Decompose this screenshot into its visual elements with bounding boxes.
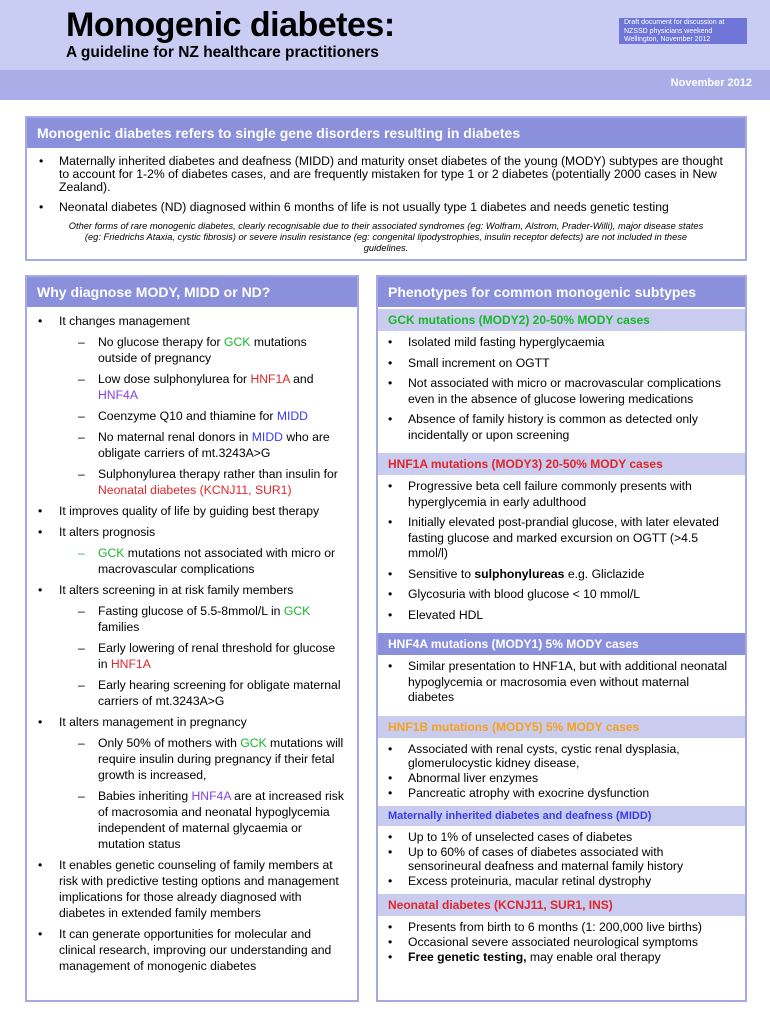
list-item: • Free genetic testing, may enable oral therapy xyxy=(386,950,735,964)
list-item: • Small increment on OGTT xyxy=(386,356,735,372)
exclusion-note: Other forms of rare monogenic diabetes, clearly recognisable due to their associated syndromes (eg: Wolfram, Alstrom, Prader-Willi), major disease states (eg: Friedrichs Ataxia, cystic fibrosis) or severe insulin resistance (eg: congenital lipodystrophies, insulin receptor defects) are not included in these guidelines. xyxy=(68,221,704,253)
intro-list xyxy=(27,148,745,214)
list-item: • Up to 1% of unselected cases of diabetes xyxy=(386,830,735,844)
draft-note-line: NZSSD physicians weekend xyxy=(624,27,713,35)
phenotypes-heading: Phenotypes for common monogenic subtypes xyxy=(378,277,745,307)
list-item: • It alters screening in at risk family members xyxy=(35,582,347,598)
intro-panel xyxy=(25,116,747,261)
gck-list xyxy=(378,331,745,451)
list-item: • Pancreatic atrophy with exocrine dysfunction xyxy=(386,786,735,800)
list-item: • It can generate opportunities for molecular and clinical research, improving our understanding and management of monogenic diabetes xyxy=(35,926,347,974)
list-subitem: – Coenzyme Q10 and thiamine for MIDD xyxy=(35,408,347,424)
list-item: • Occasional severe associated neurological symptoms xyxy=(386,935,735,949)
list-subitem: – No glucose therapy for GCK mutations outside of pregnancy xyxy=(35,334,347,366)
list-item: • Up to 60% of cases of diabetes associated with sensorineural deafness and maternal family history xyxy=(386,845,735,873)
hnf4a-list xyxy=(378,655,745,714)
hnf1b-section-title: HNF1B mutations (MODY5) 5% MODY cases xyxy=(378,714,745,738)
list-item: • Similar presentation to HNF1A, but with additional neonatal hypoglycemia or macrosomia even without maternal diabetes xyxy=(386,659,735,706)
intro-heading: Monogenic diabetes refers to single gene disorders resulting in diabetes xyxy=(27,118,745,148)
list-item: • Associated with renal cysts, cystic renal dysplasia, glomerulocystic kidney disease, xyxy=(386,742,735,770)
list-subitem: – Babies inheriting HNF4A are at increased risk of macrosomia and neonatal hypoglycemia independent of maternal glycaemia or mutation status xyxy=(35,788,347,852)
list-item: • It improves quality of life by guiding best therapy xyxy=(35,503,347,519)
date-band xyxy=(0,70,770,100)
draft-note-line: Draft document for discussion at xyxy=(624,19,725,26)
list-subitem: – Early lowering of renal threshold for glucose in HNF1A xyxy=(35,640,347,672)
gck-section-title: GCK mutations (MODY2) 20-50% MODY cases xyxy=(378,307,745,331)
list-item: • Elevated HDL xyxy=(386,608,735,624)
draft-note-line: Wellington, November 2012 xyxy=(624,36,711,43)
page-subtitle: A guideline for NZ healthcare practitioners xyxy=(66,44,379,61)
list-item: • Sensitive to sulphonylureas e.g. Gliclazide xyxy=(386,567,735,583)
page-title: Monogenic diabetes: xyxy=(66,6,395,44)
list-subitem: – Sulphonylurea therapy rather than insulin for Neonatal diabetes (KCNJ11, SUR1) xyxy=(35,466,347,498)
list-item: • Progressive beta cell failure commonly presents with hyperglycemia in early adulthood xyxy=(386,479,735,510)
list-item: • Abnormal liver enzymes xyxy=(386,771,735,785)
header-banner xyxy=(0,0,770,70)
publication-date: November 2012 xyxy=(670,77,752,89)
list-item: • Excess proteinuria, macular retinal dystrophy xyxy=(386,874,735,888)
neonatal-section-title: Neonatal diabetes (KCNJ11, SUR1, INS) xyxy=(378,892,745,916)
list-item: • Initially elevated post-prandial glucose, with later elevated fasting glucose and marked excursion on OGTT (>4.5 mmol/l) xyxy=(386,515,735,562)
why-diagnose-panel xyxy=(25,275,359,1002)
midd-section-title: Maternally inherited diabetes and deafness (MIDD) xyxy=(378,804,745,826)
hnf1a-section-title: HNF1A mutations (MODY3) 20-50% MODY cases xyxy=(378,451,745,475)
list-item: • Not associated with micro or macrovascular complications even in the absence of glucose lowering medications xyxy=(386,376,735,407)
list-item: • Isolated mild fasting hyperglycaemia xyxy=(386,335,735,351)
why-heading: Why diagnose MODY, MIDD or ND? xyxy=(27,277,357,307)
list-item: • Presents from birth to 6 months (1: 200,000 live births) xyxy=(386,920,735,934)
hnf4a-section-title: HNF4A mutations (MODY1) 5% MODY cases xyxy=(378,631,745,655)
why-content xyxy=(27,307,357,974)
list-item: • It alters prognosis xyxy=(35,524,347,540)
list-subitem: – Only 50% of mothers with GCK mutations will require insulin during pregnancy if their fetal growth is increased, xyxy=(35,735,347,783)
hnf1a-list xyxy=(378,475,745,631)
list-item: • It enables genetic counseling of family members at risk with predictive testing options and management implications for those already diagnosed with diabetes in extended family members xyxy=(35,857,347,921)
list-item: • Absence of family history is common as detected only incidentally or upon screening xyxy=(386,412,735,443)
draft-note-box xyxy=(619,18,747,44)
hnf1b-list xyxy=(378,738,745,804)
list-item: • Neonatal diabetes (ND) diagnosed within 6 months of life is not usually type 1 diabetes and needs genetic testing xyxy=(37,201,733,214)
list-item: • It alters management in pregnancy xyxy=(35,714,347,730)
neonatal-list xyxy=(378,916,745,968)
list-item: • Maternally inherited diabetes and deafness (MIDD) and maturity onset diabetes of the young (MODY) subtypes are thought to account for 1-2% of diabetes cases, and are frequently mistaken for type 1 or 2 diabetes (potentially 2000 cases in New Zealand). xyxy=(37,155,733,194)
list-item: • Glycosuria with blood glucose < 10 mmol/L xyxy=(386,587,735,603)
list-subitem: – No maternal renal donors in MIDD who are obligate carriers of mt.3243A>G xyxy=(35,429,347,461)
list-subitem: – Low dose sulphonylurea for HNF1A and HNF4A xyxy=(35,371,347,403)
list-subitem: – Fasting glucose of 5.5-8mmol/L in GCK families xyxy=(35,603,347,635)
list-item: • It changes management xyxy=(35,313,347,329)
list-subitem: – Early hearing screening for obligate maternal carriers of mt.3243A>G xyxy=(35,677,347,709)
list-subitem: – GCK mutations not associated with micro or macrovascular complications xyxy=(35,545,347,577)
midd-list xyxy=(378,826,745,892)
phenotypes-panel xyxy=(376,275,747,1002)
